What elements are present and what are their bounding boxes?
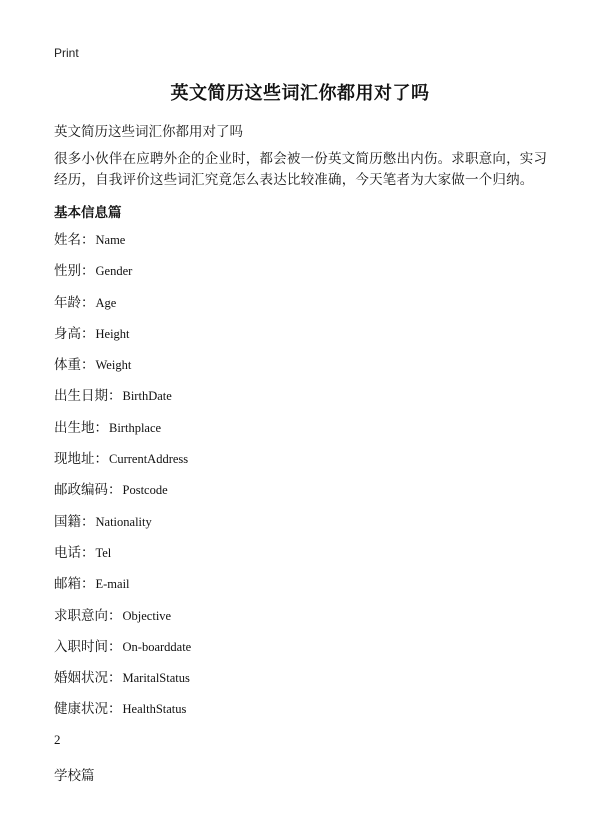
list-item xyxy=(54,230,191,261)
list-item xyxy=(54,699,191,730)
field-label-zh: 邮政编码： xyxy=(54,482,122,499)
field-label-zh: 健康状况： xyxy=(54,701,122,718)
field-label-zh: 性别： xyxy=(54,263,95,280)
field-label-en: Birthplace xyxy=(109,420,162,435)
field-label-zh: 入职时间： xyxy=(54,638,122,655)
field-label-en: Age xyxy=(95,295,117,310)
list-item xyxy=(54,606,191,637)
list-item xyxy=(54,512,191,543)
field-label-en: E-mail xyxy=(95,577,130,592)
field-label-zh: 电话： xyxy=(54,544,95,561)
field-label-zh: 邮箱： xyxy=(54,576,95,593)
field-label-zh: 姓名： xyxy=(54,232,95,248)
field-label-en: HealthStatus xyxy=(122,702,187,717)
field-label-en: MaritalStatus xyxy=(122,671,190,686)
field-label-en: Objective xyxy=(122,608,172,623)
field-label-zh: 现地址： xyxy=(54,451,108,468)
list-item xyxy=(54,574,191,605)
field-label-en: Name xyxy=(95,233,126,247)
list-item xyxy=(54,449,191,480)
field-label-en: Tel xyxy=(95,545,112,560)
field-label-en: Height xyxy=(95,326,130,341)
field-label-en: CurrentAddress xyxy=(109,452,189,467)
field-label-en: Gender xyxy=(95,264,133,279)
field-label-zh: 婚姻状况： xyxy=(54,670,122,687)
page-number: 2 xyxy=(54,732,61,747)
article-subtitle: 英文简历这些词汇你都用对了吗 xyxy=(54,124,243,140)
field-label-zh: 年龄： xyxy=(54,294,95,311)
field-label-en: BirthDate xyxy=(122,389,172,404)
field-label-zh: 出生日期： xyxy=(54,388,122,405)
list-item xyxy=(54,355,191,386)
list-item xyxy=(54,293,191,324)
list-item xyxy=(54,668,191,699)
list-item xyxy=(54,480,191,511)
field-label-zh: 身高： xyxy=(54,325,95,342)
section-heading-school: 学校篇 xyxy=(54,768,95,784)
list-item xyxy=(54,637,191,668)
list-item xyxy=(54,324,191,355)
field-label-en: On-boarddate xyxy=(122,639,192,654)
field-label-zh: 体重： xyxy=(54,357,95,374)
print-link[interactable]: Print xyxy=(54,46,79,60)
field-label-zh: 求职意向： xyxy=(54,607,122,624)
list-item xyxy=(54,261,191,292)
section-heading-basic-info: 基本信息篇 xyxy=(54,205,122,221)
list-item xyxy=(54,418,191,449)
field-label-en: Weight xyxy=(95,358,132,373)
field-label-zh: 出生地： xyxy=(54,419,108,436)
field-label-en: Postcode xyxy=(122,483,168,498)
intro-paragraph: 很多小伙伴在应聘外企的企业时，都会被一份英文简历憋出内伤。求职意向，实习经历，自我评价这些词汇究竟怎么表达比较准确，今天笔者为大家做一个归纳。 xyxy=(54,151,548,188)
basic-info-list xyxy=(54,230,191,731)
article-title: 英文简历这些词汇你都用对了吗 xyxy=(170,83,430,104)
field-label-zh: 国籍： xyxy=(54,513,95,530)
list-item xyxy=(54,386,191,417)
field-label-en: Nationality xyxy=(95,514,152,529)
list-item xyxy=(54,543,191,574)
